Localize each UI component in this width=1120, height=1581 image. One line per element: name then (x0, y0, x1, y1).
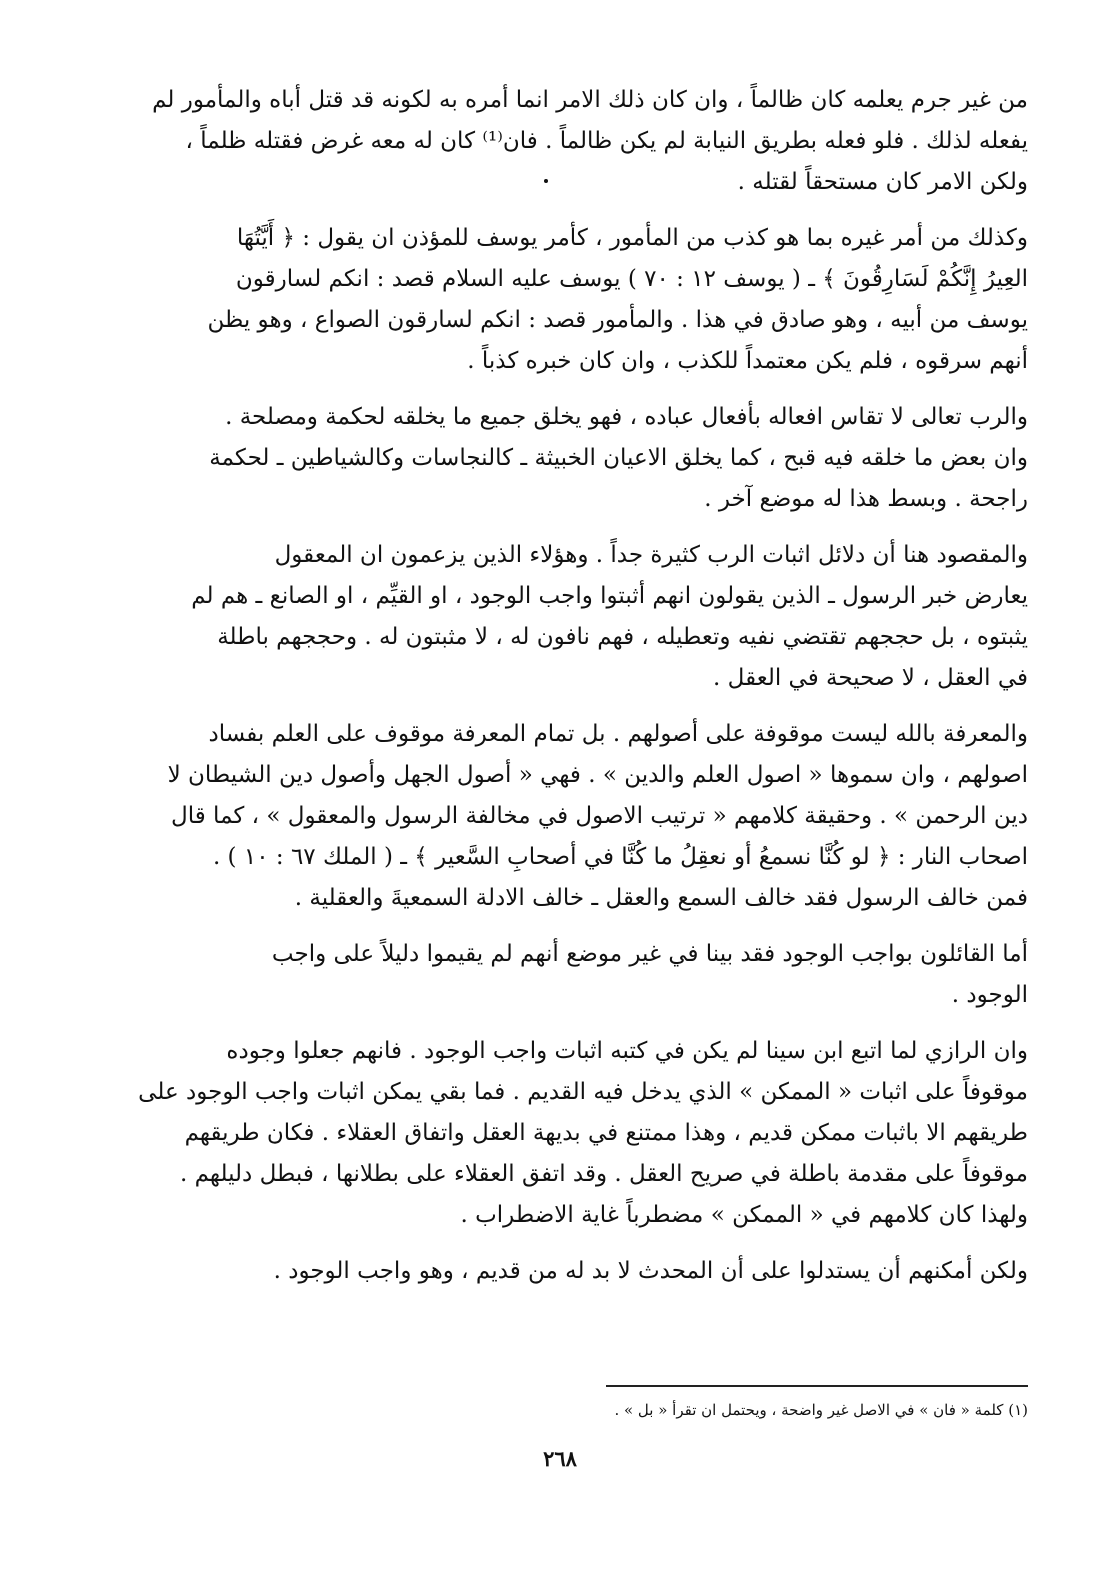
paragraph (92, 714, 1028, 919)
text-line: أنهم سرقوه ، فلم يكن معتمداً للكذب ، وان كان خبره كذباً . (467, 348, 1028, 374)
text-line: في العقل ، لا صحيحة في العقل . (713, 665, 1028, 691)
text-line: يعارض خبر الرسول ـ الذين يقولون انهم أثبتوا واجب الوجود ، او القيِّم ، او الصانع ـ هم لم (191, 583, 1028, 609)
paragraph (92, 1251, 1028, 1292)
text-line: موقوفاً على مقدمة باطلة في صريح العقل . وقد اتفق العقلاء على بطلانها ، فبطل دليلهم . (179, 1161, 1028, 1187)
text-line: دين الرحمن » . وحقيقة كلامهم « ترتيب الاصول في مخالفة الرسول والمعقول » ، كما قال (171, 803, 1028, 829)
text-line: اصحاب النار : ﴿ لو كُنَّا نسمعُ أو نعقِلُ ما كُنَّا في أصحابِ السَّعير ﴾ ـ ( الملك ٦٧ : ١٠ ) . (212, 844, 1028, 870)
text-line: ولكن أمكنهم أن يستدلوا على أن المحدث لا بد له من قديم ، وهو واجب الوجود . (273, 1258, 1028, 1284)
paragraph (92, 397, 1028, 520)
text-line: اصولهم ، وان سموها « اصول العلم والدين » . فهي « أصول الجهل وأصول دين الشيطان لا (167, 762, 1028, 788)
text-line: ولهذا كان كلامهم في « الممكن » مضطرباً غاية الاضطراب . (460, 1202, 1028, 1228)
text-line: والمعرفة بالله ليست موقوفة على أصولهم . بل تمام المعرفة موقوف على العلم بفساد (208, 721, 1028, 747)
paragraph (92, 80, 1028, 203)
text-line: وان بعض ما خلقه فيه قبح ، كما يخلق الاعيان الخبيثة ـ كالنجاسات وكالشياطين ـ لحكمة (209, 445, 1028, 471)
text-line: العِيرُ إِنَّكُمْ لَسَارِقُونَ ﴾ ـ ( يوسف ١٢ : ٧٠ ) يوسف عليه السلام قصد : انكم لسارقون (235, 266, 1028, 292)
text-line: يفعله لذلك . فلو فعله بطريق النيابة لم يكن ظالماً . فان⁽¹⁾ كان له معه غرض فقتله ظلماً ، (185, 128, 1028, 154)
text-line: وان الرازي لما اتبع ابن سينا لم يكن في كتبه اثبات واجب الوجود . فانهم جعلوا وجوده (226, 1038, 1028, 1064)
text-line: أما القائلون بواجب الوجود فقد بينا في غير موضع أنهم لم يقيموا دليلاً على واجب (271, 941, 1028, 967)
paragraph (92, 1031, 1028, 1236)
paragraph (92, 535, 1028, 699)
text-line: الوجود . (951, 982, 1028, 1008)
page-number: ٢٦٨ (543, 1446, 577, 1471)
paragraph (92, 934, 1028, 1016)
text-line: موقوفاً على اثبات « الممكن » الذي يدخل فيه القديم . فما بقي يمكن اثبات واجب الوجود على (138, 1079, 1028, 1105)
text-line: وكذلك من أمر غيره بما هو كذب من المأمور ، كأمر يوسف للمؤذن ان يقول : ﴿ أَيَّتُهَا (236, 225, 1028, 251)
text-line: من غير جرم يعلمه كان ظالماً ، وان كان ذلك الامر انما أمره به لكونه قد قتل أباه والمأمور لم (152, 87, 1028, 113)
text-line: والمقصود هنا أن دلائل اثبات الرب كثيرة جداً . وهؤلاء الذين يزعمون ان المعقول (274, 542, 1028, 568)
text-line: فمن خالف الرسول فقد خالف السمع والعقل ـ خالف الادلة السمعيةَ والعقلية . (294, 885, 1028, 911)
paragraph (92, 218, 1028, 382)
text-line: والرب تعالى لا تقاس افعاله بأفعال عباده ، فهو يخلق جميع ما يخلقه لحكمة ومصلحة . (225, 404, 1028, 430)
text-line: ولكن الامر كان مستحقاً لقتله . (737, 169, 1028, 195)
footnote: (١) كلمة « فان » في الاصل غير واضحة ، ويحتمل ان تقرأ « بل » . (614, 1401, 1028, 1419)
body-text (92, 80, 1028, 1307)
text-line: يوسف من أبيه ، وهو صادق في هذا . والمأمور قصد : انكم لسارقون الصواع ، وهو يظن (207, 307, 1028, 333)
text-line: طريقهم الا باثبات ممكن قديم ، وهذا ممتنع في بديهة العقل واتفاق العقلاء . فكان طريقهم (184, 1120, 1028, 1146)
footnote-divider (606, 1385, 1028, 1387)
text-line: يثبتوه ، بل حججهم تقتضي نفيه وتعطيله ، فهم نافون له ، لا مثبتون له . وحججهم باطلة (217, 624, 1028, 650)
text-line: راجحة . وبسط هذا له موضع آخر . (704, 486, 1028, 512)
